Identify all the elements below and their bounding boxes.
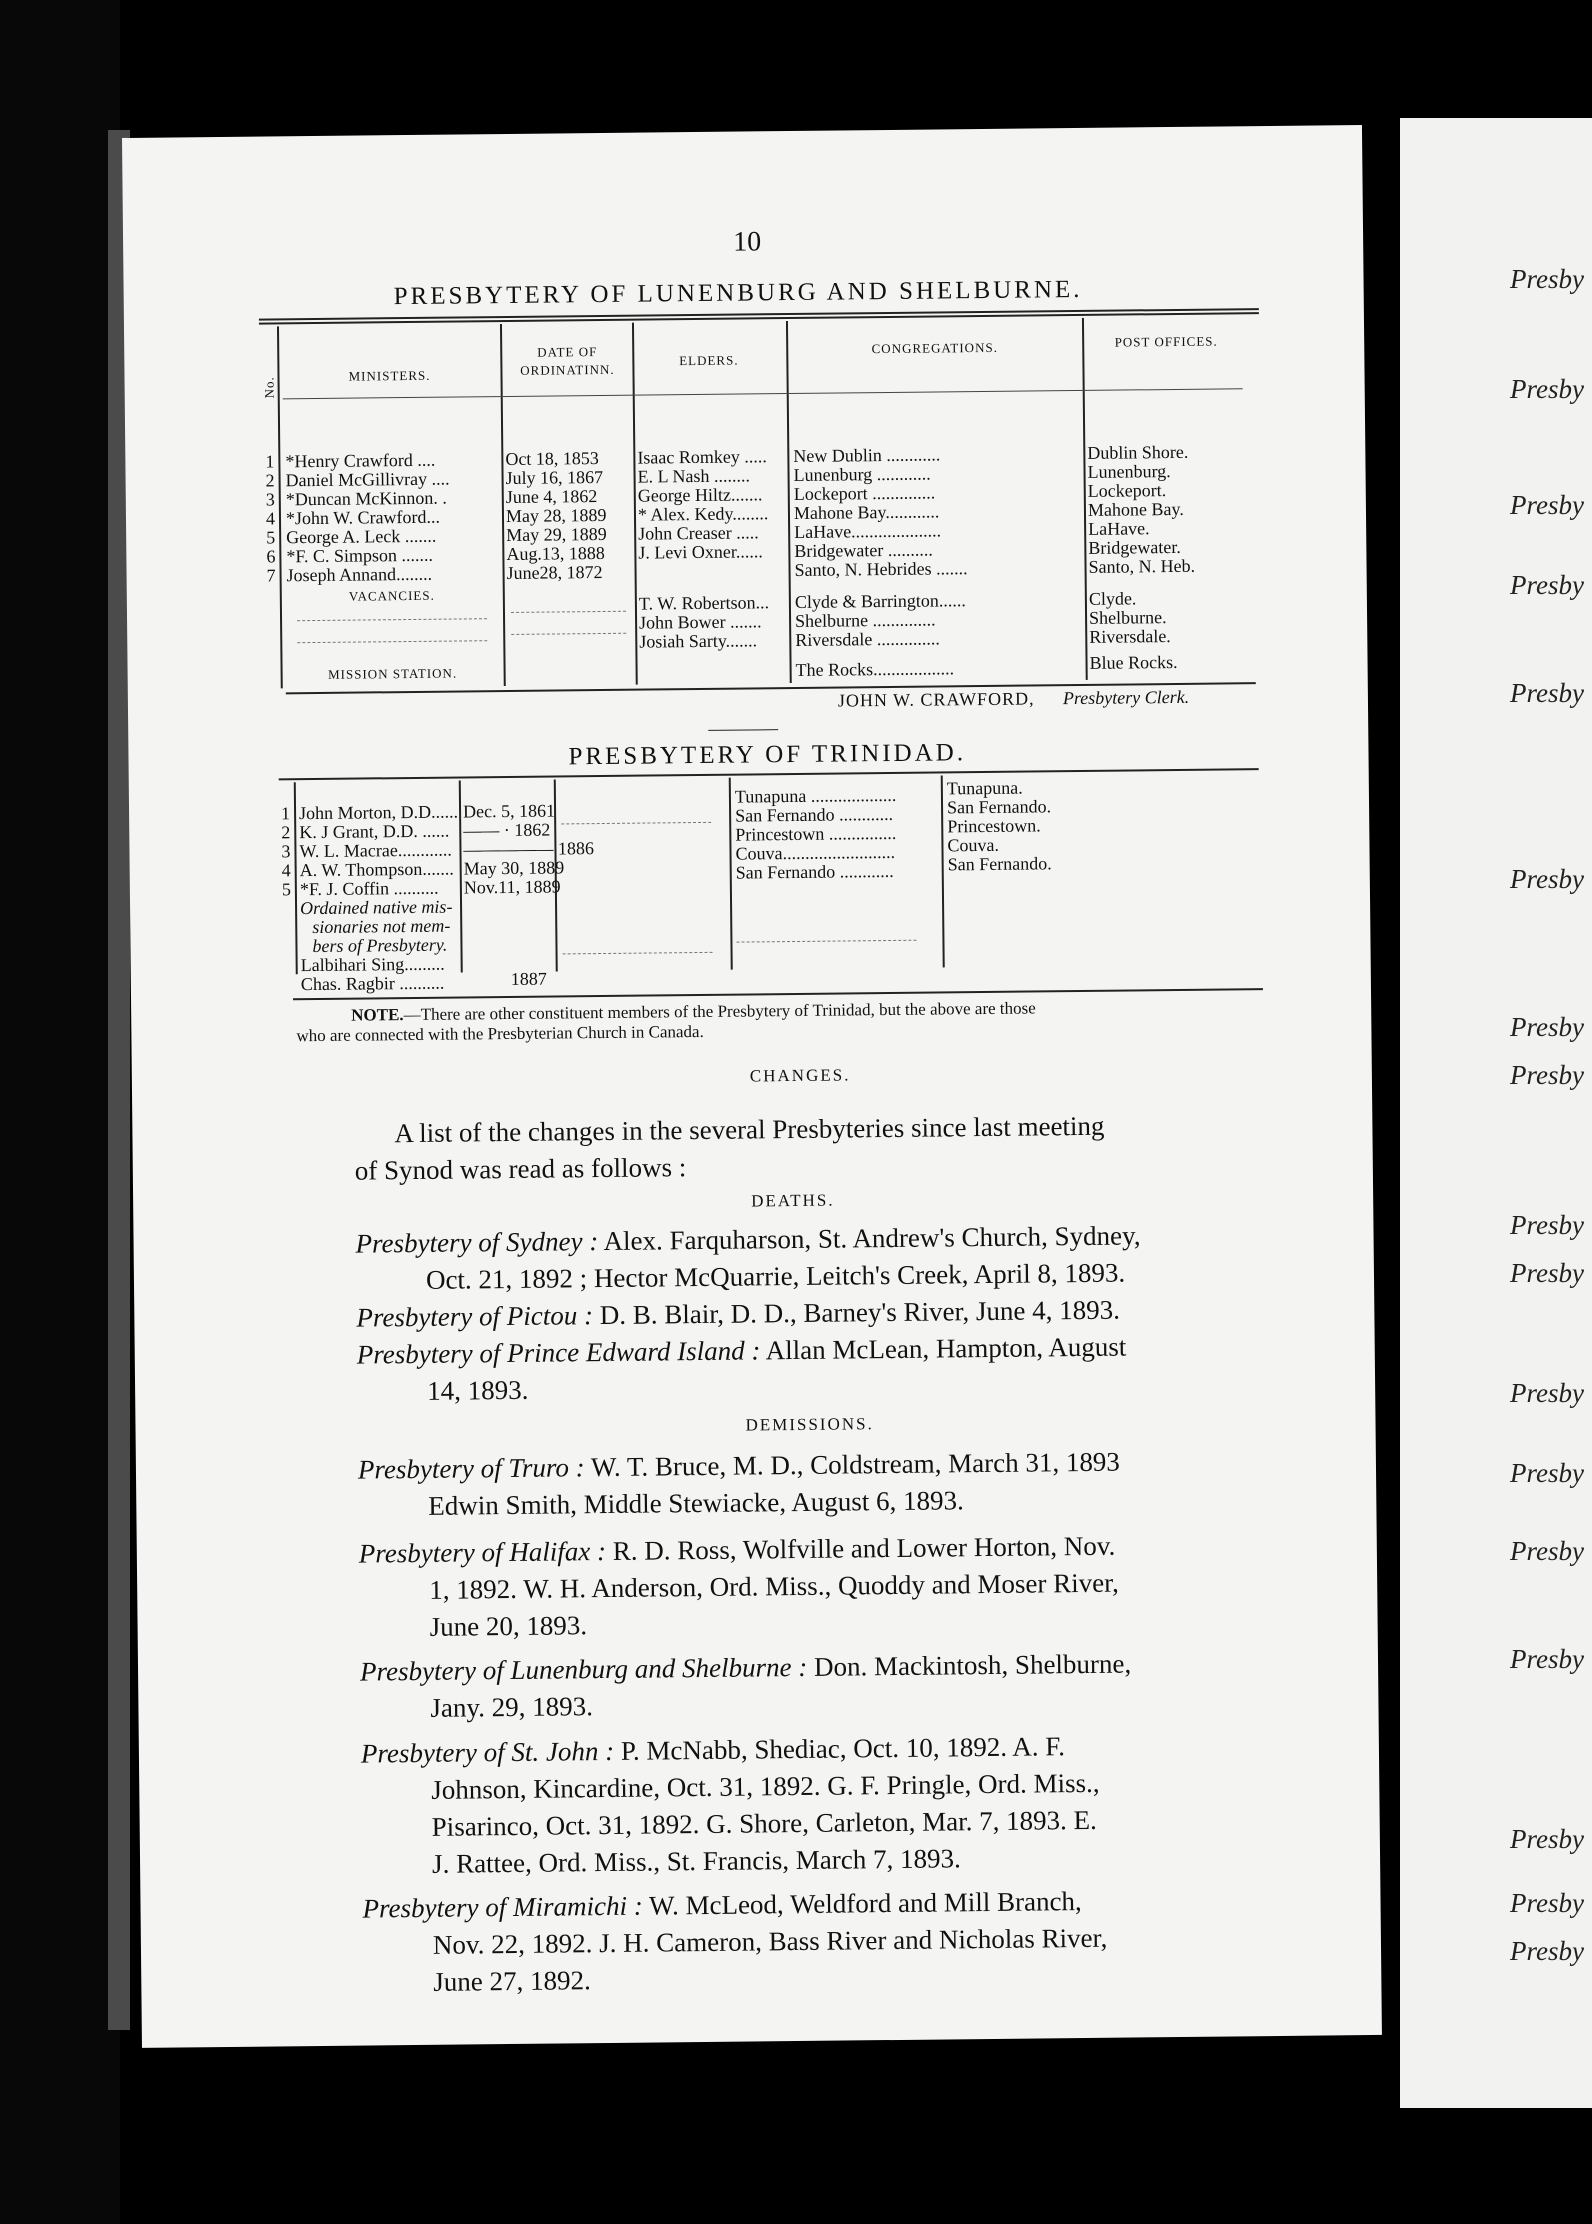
facing-page bbox=[1400, 118, 1592, 2108]
page-number: 10 bbox=[732, 226, 762, 258]
facing-page-word: Presby bbox=[1510, 1936, 1584, 1966]
minister: Joseph Annand........ bbox=[286, 563, 433, 586]
ordination-date: May 28, 1889 bbox=[505, 504, 607, 526]
presbytery-name: Presbytery of Miramichi : bbox=[362, 1890, 643, 1924]
presbytery-name: Presbytery of Truro : bbox=[357, 1452, 585, 1485]
note-line: who are connected with the Presbyterian Church in Canada. bbox=[296, 1021, 704, 1046]
post-office: Tunapuna. bbox=[946, 777, 1023, 799]
elder: * Alex. Kedy........ bbox=[637, 503, 769, 525]
entry-text: R. D. Ross, Wolfville and Lower Horton, Nov. bbox=[612, 1530, 1116, 1566]
column-rule bbox=[294, 782, 298, 974]
congregation: Tunapuna ................... bbox=[734, 784, 897, 807]
short-rule bbox=[708, 729, 778, 731]
presbytery-name: Presbytery of Sydney : bbox=[355, 1226, 599, 1259]
trinidad-title: PRESBYTERY OF TRINIDAD. bbox=[568, 739, 967, 771]
minister: Daniel McGillivray .... bbox=[285, 468, 450, 491]
facing-page-word: Presby bbox=[1510, 1644, 1584, 1674]
changes-heading: CHANGES. bbox=[749, 1065, 851, 1086]
post-office: Dublin Shore. bbox=[1087, 441, 1189, 463]
post-office: Santo, N. Heb. bbox=[1088, 555, 1196, 577]
entry-text: Alex. Farquharson, St. Andrew's Church, Sydney, bbox=[603, 1220, 1141, 1257]
congregation: Bridgewater .......... bbox=[794, 539, 933, 561]
deaths-heading: DEATHS. bbox=[751, 1190, 835, 1211]
congregation: San Fernando ............ bbox=[735, 860, 894, 883]
leader-dots bbox=[297, 618, 487, 621]
minister: K. J Grant, D.D. ...... bbox=[299, 820, 450, 843]
congregation: Lockeport .............. bbox=[793, 482, 936, 504]
entry-text: Nov. 22, 1892. J. H. Cameron, Bass River and Nicholas River, bbox=[432, 1922, 1108, 1960]
demissions-heading: DEMISSIONS. bbox=[745, 1414, 874, 1435]
congregation: The Rocks.................. bbox=[795, 658, 955, 680]
post-office: Bridgewater. bbox=[1088, 536, 1181, 558]
entry-text: J. Rattee, Ord. Miss., St. Francis, March 7, 1893. bbox=[431, 1843, 961, 1879]
minister: A. W. Thompson....... bbox=[299, 858, 454, 881]
minister: Lalbihari Sing......... bbox=[300, 953, 445, 976]
ordination-date: ————— 1886 bbox=[463, 838, 595, 860]
congregation: Clyde & Barrington...... bbox=[794, 590, 966, 612]
leader-dots bbox=[736, 940, 916, 943]
congregation: Shelburne .............. bbox=[794, 609, 936, 631]
row-number: 2 bbox=[281, 822, 291, 843]
congregation: Couva......................... bbox=[735, 841, 896, 864]
row-number: 5 bbox=[281, 879, 291, 900]
note-label: NOTE. bbox=[351, 1005, 404, 1025]
facing-page-word: Presby bbox=[1510, 264, 1584, 294]
minister: *F. J. Coffin .......... bbox=[299, 877, 439, 900]
vacancies-label: VACANCIES. bbox=[348, 587, 435, 604]
elder: J. Levi Oxner...... bbox=[638, 541, 763, 563]
header-ministers: MINISTERS. bbox=[348, 367, 431, 384]
entry-text: W. T. Bruce, M. D., Coldstream, March 31, 1893 bbox=[590, 1446, 1121, 1483]
clerk-title: Presbytery Clerk. bbox=[1062, 686, 1190, 709]
facing-page-word: Presby bbox=[1510, 1258, 1584, 1288]
facing-page-word: Presby bbox=[1510, 490, 1584, 520]
ordination-date: 1887 bbox=[510, 968, 547, 989]
post-office: Lockeport. bbox=[1087, 480, 1167, 501]
minister: George A. Leck ....... bbox=[286, 525, 437, 548]
post-office: Clyde. bbox=[1088, 588, 1137, 609]
facing-page-word: Presby bbox=[1510, 678, 1584, 708]
entry-text: June 20, 1893. bbox=[429, 1610, 588, 1642]
changes-intro: A list of the changes in the several Presbyteries since last meeting bbox=[394, 1110, 1105, 1149]
presbytery-name: Presbytery of Halifax : bbox=[358, 1536, 607, 1569]
congregation: Riversdale .............. bbox=[795, 628, 940, 650]
congregation: San Fernando ............ bbox=[735, 803, 894, 826]
note-line: —There are other constituent members of the Presbytery of Trinidad, but the above are those bbox=[403, 998, 1036, 1025]
row-number: 3 bbox=[281, 841, 291, 862]
row-number: 7 bbox=[266, 565, 276, 586]
post-office: LaHave. bbox=[1088, 518, 1150, 539]
elder: T. W. Robertson... bbox=[638, 592, 770, 614]
entry-text: Edwin Smith, Middle Stewiacke, August 6, 1893. bbox=[428, 1485, 964, 1521]
congregation: LaHave.................... bbox=[794, 520, 942, 542]
entry-text: Johnson, Kincardine, Oct. 31, 1892. G. F. Pringle, Ord. Miss., bbox=[431, 1767, 1100, 1805]
post-office: Riversdale. bbox=[1089, 626, 1171, 647]
leader-dots bbox=[563, 952, 713, 955]
entry-text: Jany. 29, 1893. bbox=[430, 1691, 594, 1723]
ordination-date: Nov.11, 1889 bbox=[463, 876, 561, 898]
elder: Josiah Sarty....... bbox=[639, 630, 758, 652]
row-number: 6 bbox=[266, 546, 276, 567]
leader-dots bbox=[561, 822, 711, 825]
congregation: New Dublin ............ bbox=[793, 444, 941, 466]
ordained-note-line: Ordained native mis- bbox=[299, 896, 453, 919]
post-office: Couva. bbox=[947, 834, 1000, 856]
header-no: No. bbox=[261, 376, 277, 399]
entry-text: Pisarinco, Oct. 31, 1892. G. Shore, Carleton, Mar. 7, 1893. E. bbox=[431, 1804, 1097, 1842]
row-number: 1 bbox=[280, 803, 291, 824]
post-office: Shelburne. bbox=[1088, 607, 1167, 628]
facing-page-word: Presby bbox=[1510, 864, 1584, 894]
row-number: 2 bbox=[265, 470, 275, 491]
row-number: 4 bbox=[281, 860, 291, 881]
ordination-date: May 29, 1889 bbox=[506, 523, 607, 545]
facing-page-word: Presby bbox=[1510, 1378, 1584, 1408]
row-number: 5 bbox=[266, 527, 276, 548]
column-rule bbox=[277, 326, 283, 688]
post-office: San Fernando. bbox=[947, 853, 1052, 875]
entry-text: Oct. 21, 1892 ; Hector McQuarrie, Leitch's Creek, April 8, 1893. bbox=[425, 1257, 1126, 1295]
header-post-offices: POST OFFICES. bbox=[1114, 333, 1218, 350]
facing-page-word: Presby bbox=[1510, 1888, 1584, 1918]
ordination-date: May 30, 1889 bbox=[463, 857, 565, 879]
row-number: 1 bbox=[265, 451, 275, 472]
entry-text: Allan McLean, Hampton, August bbox=[765, 1331, 1127, 1366]
column-rule bbox=[941, 775, 945, 967]
ordination-date: June28, 1872 bbox=[506, 561, 603, 583]
congregation: Lunenburg ............ bbox=[793, 463, 931, 485]
ordination-date: Oct 18, 1853 bbox=[505, 448, 599, 470]
ordination-date: Dec. 5, 1861 bbox=[462, 800, 556, 822]
ordination-date: July 16, 1867 bbox=[505, 466, 604, 489]
congregation: Mahone Bay............ bbox=[793, 501, 940, 523]
scan-border-left bbox=[0, 0, 120, 2224]
facing-page-word: Presby bbox=[1510, 374, 1584, 404]
facing-page-word: Presby bbox=[1510, 1210, 1584, 1240]
elder: John Bower ....... bbox=[638, 611, 762, 633]
minister: W. L. Macrae............ bbox=[299, 839, 452, 862]
header-rule bbox=[283, 388, 1243, 399]
minister: *John W. Crawford... bbox=[285, 506, 441, 529]
entry-text: June 27, 1892. bbox=[433, 1965, 591, 1997]
facing-page-word: Presby bbox=[1510, 1060, 1584, 1090]
congregation: Princestown ............... bbox=[735, 822, 897, 845]
post-office: San Fernando. bbox=[946, 796, 1052, 818]
facing-page-word: Presby bbox=[1510, 570, 1584, 600]
ordained-note-line: bers of Presbytery. bbox=[312, 934, 448, 957]
mission-station-label: MISSION STATION. bbox=[328, 665, 458, 682]
entry-text: W. McLeod, Weldford and Mill Branch, bbox=[648, 1886, 1082, 1921]
entry-text: Don. Mackintosh, Shelburne, bbox=[813, 1648, 1132, 1682]
facing-page-word: Presby bbox=[1510, 1824, 1584, 1854]
presbytery-name: Presbytery of Prince Edward Island : bbox=[356, 1335, 761, 1370]
facing-page-word: Presby bbox=[1510, 1458, 1584, 1488]
post-office: Mahone Bay. bbox=[1087, 498, 1184, 520]
post-office: Lunenburg. bbox=[1087, 461, 1171, 482]
entry-text: 14, 1893. bbox=[426, 1374, 529, 1406]
row-number: 3 bbox=[265, 489, 275, 510]
post-office: Princestown. bbox=[947, 815, 1041, 837]
elder: John Creaser ..... bbox=[638, 522, 759, 544]
facing-page-word: Presby bbox=[1510, 1012, 1584, 1042]
post-office: Blue Rocks. bbox=[1089, 651, 1178, 673]
changes-intro: of Synod was read as follows : bbox=[354, 1152, 687, 1186]
elder: Isaac Romkey ..... bbox=[637, 446, 767, 468]
elder: E. L Nash ........ bbox=[637, 465, 751, 487]
header-elders: ELDERS. bbox=[679, 352, 739, 369]
rule bbox=[279, 768, 1259, 780]
minister: *F. C. Simpson ....... bbox=[286, 544, 434, 567]
presbytery-name: Presbytery of Pictou : bbox=[356, 1300, 594, 1333]
leader-dots bbox=[297, 640, 487, 643]
entry-text: D. B. Blair, D. D., Barney's River, June 4, 1893. bbox=[599, 1294, 1121, 1331]
row-number: 4 bbox=[265, 508, 276, 529]
ordination-date: —— · 1862 bbox=[463, 819, 551, 841]
minister: *Duncan McKinnon. . bbox=[285, 487, 447, 510]
minister: John Morton, D.D...... bbox=[298, 801, 459, 824]
ordained-note-line: sionaries not mem- bbox=[312, 915, 451, 938]
congregation: Santo, N. Hebrides ....... bbox=[794, 558, 968, 580]
entry-text: P. McNabb, Shediac, Oct. 10, 1892. A. F. bbox=[620, 1731, 1066, 1766]
entry-text: 1, 1892. W. H. Anderson, Ord. Miss., Quoddy and Moser River, bbox=[429, 1567, 1119, 1605]
leader-dots bbox=[511, 611, 626, 613]
lunenburg-title: PRESBYTERY OF LUNENBURG AND SHELBURNE. bbox=[393, 275, 1083, 311]
minister: Chas. Ragbir .......... bbox=[300, 972, 445, 995]
leader-dots bbox=[511, 633, 626, 635]
header-congregations: CONGREGATIONS. bbox=[871, 339, 998, 357]
document-page bbox=[122, 125, 1382, 2048]
column-rule bbox=[729, 778, 733, 970]
presbytery-name: Presbytery of Lunenburg and Shelburne : bbox=[359, 1651, 808, 1687]
ordination-date: June 4, 1862 bbox=[505, 486, 598, 508]
header-date: DATE OF ORDINATINN. bbox=[520, 344, 615, 378]
clerk-name: JOHN W. CRAWFORD, bbox=[837, 688, 1035, 711]
facing-page-word: Presby bbox=[1510, 1536, 1584, 1566]
ordination-date: Aug.13, 1888 bbox=[506, 542, 605, 564]
elder: George Hiltz....... bbox=[637, 484, 763, 506]
presbytery-name: Presbytery of St. John : bbox=[360, 1735, 615, 1769]
minister: *Henry Crawford .... bbox=[285, 449, 436, 472]
